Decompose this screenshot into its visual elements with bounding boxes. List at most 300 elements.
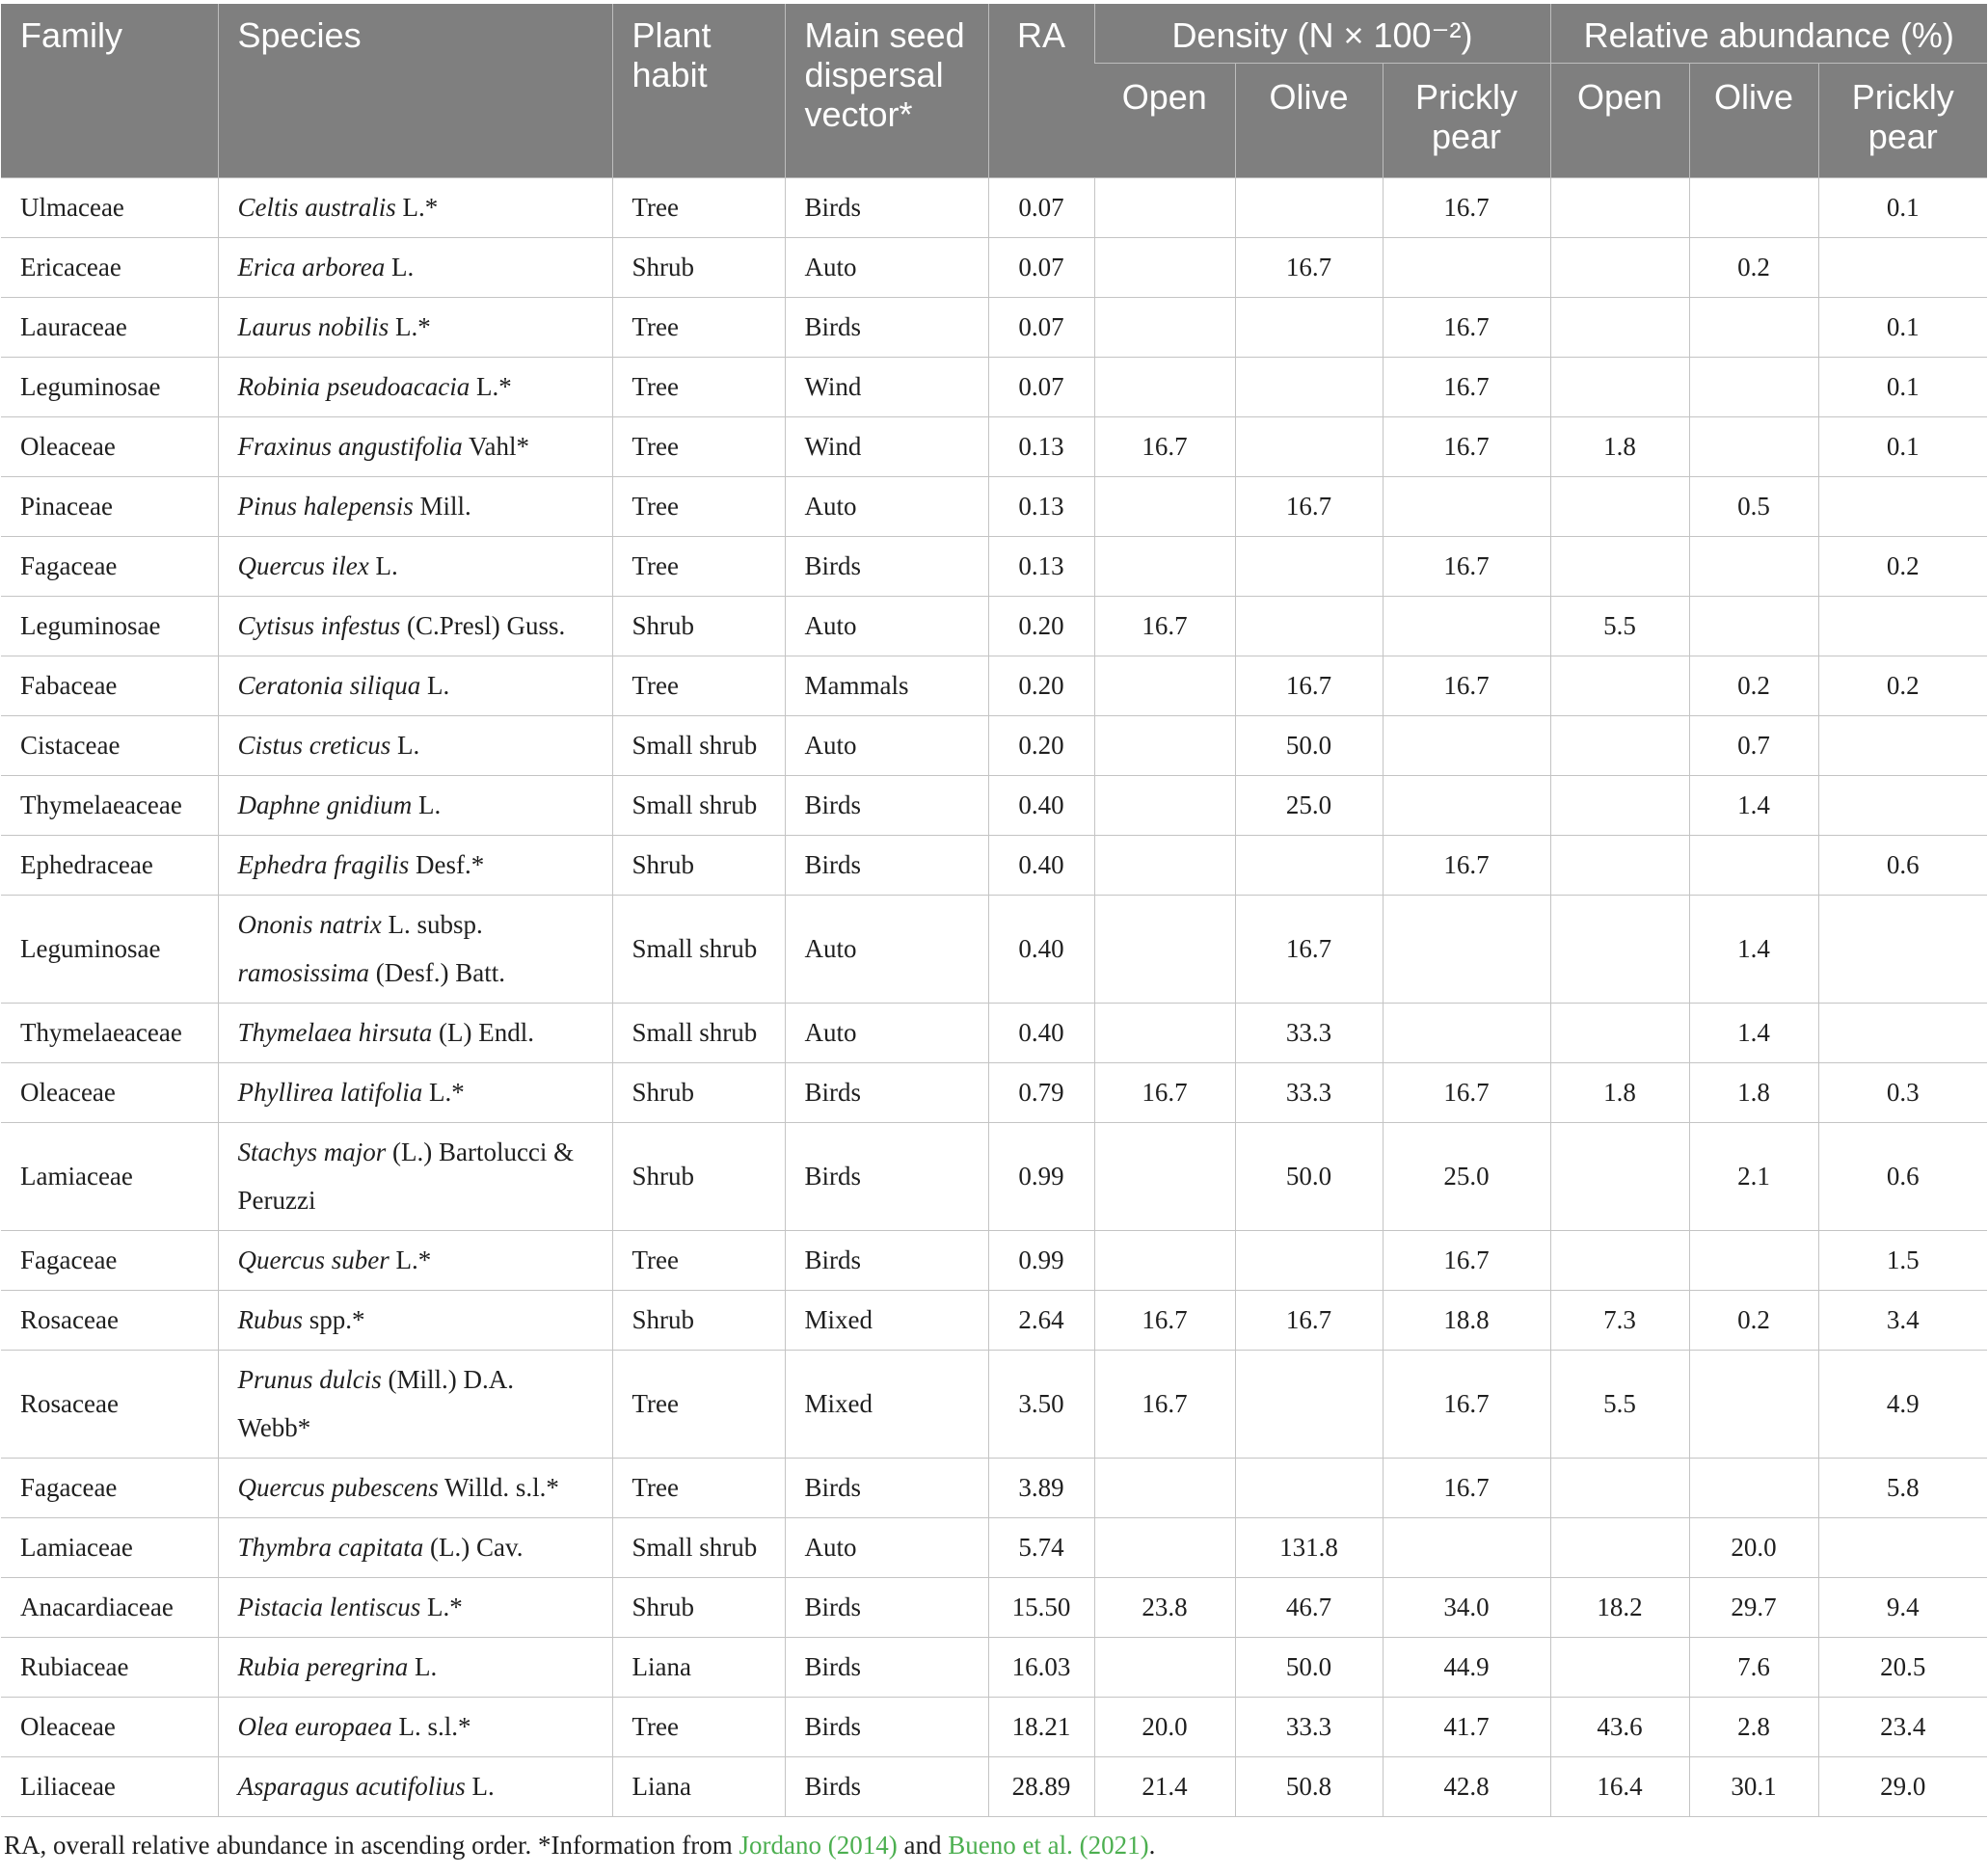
cell-abundance-open — [1550, 1459, 1689, 1518]
species-name: Fraxinus angustifolia — [237, 432, 463, 461]
species-name: Quercus suber — [237, 1245, 390, 1274]
cell-density-olive: 33.3 — [1235, 1063, 1383, 1123]
table-row — [1, 1518, 1987, 1578]
species-authority: L.* — [422, 1078, 465, 1107]
header-abundance-prickly-pear: Prickly pear — [1818, 64, 1987, 178]
table-row — [1, 776, 1987, 836]
cell-dispersal-vector: Birds — [785, 836, 988, 896]
reference-link-jordano[interactable]: Jordano (2014) — [739, 1831, 898, 1860]
cell-family: Rosaceae — [1, 1351, 218, 1459]
cell-abundance-open: 7.3 — [1550, 1291, 1689, 1351]
cell-density-open: 21.4 — [1094, 1757, 1235, 1817]
cell-density-olive: 50.0 — [1235, 716, 1383, 776]
cell-density-prickly-pear: 16.7 — [1383, 1351, 1550, 1459]
species-name: Laurus nobilis — [237, 312, 390, 341]
cell-density-open — [1094, 1231, 1235, 1291]
cell-dispersal-vector: Birds — [785, 1698, 988, 1757]
cell-abundance-open — [1550, 896, 1689, 1004]
cell-density-olive: 16.7 — [1235, 477, 1383, 537]
cell-density-open — [1094, 238, 1235, 298]
cell-abundance-open: 5.5 — [1550, 597, 1689, 656]
cell-density-prickly-pear — [1383, 477, 1550, 537]
cell-plant-habit: Tree — [612, 417, 785, 477]
cell-dispersal-vector: Auto — [785, 716, 988, 776]
cell-species — [218, 298, 612, 358]
cell-density-prickly-pear — [1383, 776, 1550, 836]
cell-density-prickly-pear — [1383, 716, 1550, 776]
cell-abundance-prickly-pear — [1818, 1004, 1987, 1063]
cell-density-prickly-pear — [1383, 597, 1550, 656]
table-row — [1, 1578, 1987, 1638]
cell-ra: 0.40 — [988, 836, 1094, 896]
species-name: Ceratonia siliqua — [237, 671, 421, 700]
table-row — [1, 836, 1987, 896]
cell-abundance-prickly-pear: 9.4 — [1818, 1578, 1987, 1638]
cell-abundance-olive: 1.8 — [1689, 1063, 1818, 1123]
cell-dispersal-vector: Auto — [785, 238, 988, 298]
cell-density-open — [1094, 1518, 1235, 1578]
cell-density-olive: 33.3 — [1235, 1004, 1383, 1063]
cell-ra: 18.21 — [988, 1698, 1094, 1757]
cell-ra: 0.40 — [988, 896, 1094, 1004]
cell-plant-habit: Small shrub — [612, 896, 785, 1004]
cell-abundance-prickly-pear: 0.6 — [1818, 836, 1987, 896]
footnote-text-end: . — [1148, 1831, 1156, 1860]
cell-plant-habit: Tree — [612, 298, 785, 358]
cell-species — [218, 1004, 612, 1063]
cell-abundance-open — [1550, 836, 1689, 896]
cell-species — [218, 1638, 612, 1698]
species-name: Ephedra fragilis — [237, 850, 410, 879]
cell-abundance-olive: 0.2 — [1689, 1291, 1818, 1351]
cell-plant-habit: Small shrub — [612, 1004, 785, 1063]
cell-family: Leguminosae — [1, 597, 218, 656]
table-row — [1, 298, 1987, 358]
species-name: Pinus halepensis — [237, 492, 414, 521]
cell-abundance-prickly-pear: 0.1 — [1818, 178, 1987, 238]
cell-species — [218, 417, 612, 477]
species-name: Olea europaea — [237, 1712, 392, 1741]
species-name: Quercus ilex — [237, 551, 369, 580]
header-dispersal-vector: Main seed dispersal vector* — [785, 4, 988, 178]
cell-abundance-olive: 2.8 — [1689, 1698, 1818, 1757]
cell-density-open — [1094, 1459, 1235, 1518]
species-authority: L.* — [389, 1245, 432, 1274]
reference-link-bueno[interactable]: Bueno et al. (2021) — [948, 1831, 1149, 1860]
cell-species — [218, 716, 612, 776]
table-header — [1, 4, 1987, 178]
species-authority: spp.* — [303, 1305, 365, 1334]
species-name: Thymelaea hirsuta — [237, 1018, 433, 1047]
cell-density-open — [1094, 716, 1235, 776]
species-authority: Willd. s.l.* — [438, 1473, 559, 1502]
cell-ra: 0.20 — [988, 716, 1094, 776]
header-density-olive: Olive — [1235, 64, 1383, 178]
species-name: Cistus creticus — [237, 731, 391, 760]
cell-abundance-prickly-pear — [1818, 776, 1987, 836]
cell-density-prickly-pear: 41.7 — [1383, 1698, 1550, 1757]
cell-dispersal-vector: Birds — [785, 298, 988, 358]
cell-species — [218, 1459, 612, 1518]
cell-density-olive — [1235, 417, 1383, 477]
footnote-text: RA, overall relative abundance in ascending order. *Information from — [4, 1831, 739, 1860]
table-row — [1, 1757, 1987, 1817]
species-name: Erica arborea — [237, 253, 386, 281]
cell-dispersal-vector: Birds — [785, 1231, 988, 1291]
cell-abundance-open — [1550, 1231, 1689, 1291]
cell-density-prickly-pear: 16.7 — [1383, 358, 1550, 417]
cell-dispersal-vector: Birds — [785, 1578, 988, 1638]
species-authority: (L.) Cav. — [423, 1533, 524, 1562]
cell-density-prickly-pear — [1383, 1518, 1550, 1578]
cell-plant-habit: Liana — [612, 1638, 785, 1698]
cell-density-open — [1094, 178, 1235, 238]
cell-density-open: 16.7 — [1094, 1351, 1235, 1459]
cell-abundance-open — [1550, 178, 1689, 238]
cell-dispersal-vector: Birds — [785, 1459, 988, 1518]
cell-abundance-prickly-pear: 5.8 — [1818, 1459, 1987, 1518]
species-authority: (Mill.) D.A. — [381, 1365, 515, 1394]
header-ra: RA — [988, 4, 1094, 178]
cell-abundance-olive — [1689, 358, 1818, 417]
cell-abundance-open: 16.4 — [1550, 1757, 1689, 1817]
cell-abundance-olive: 7.6 — [1689, 1638, 1818, 1698]
cell-ra: 5.74 — [988, 1518, 1094, 1578]
cell-density-prickly-pear — [1383, 238, 1550, 298]
cell-ra: 0.07 — [988, 238, 1094, 298]
cell-ra: 0.13 — [988, 537, 1094, 597]
cell-family: Leguminosae — [1, 358, 218, 417]
cell-density-olive: 46.7 — [1235, 1578, 1383, 1638]
cell-abundance-prickly-pear — [1818, 597, 1987, 656]
cell-family: Fagaceae — [1, 537, 218, 597]
cell-species — [218, 597, 612, 656]
cell-abundance-olive — [1689, 537, 1818, 597]
species-name: Asparagus acutifolius — [237, 1772, 466, 1801]
cell-density-open: 23.8 — [1094, 1578, 1235, 1638]
cell-density-open — [1094, 477, 1235, 537]
species-name: ramosissima — [237, 958, 370, 987]
species-authority: L.* — [395, 193, 439, 222]
cell-ra: 0.07 — [988, 358, 1094, 417]
cell-density-open — [1094, 656, 1235, 716]
cell-density-olive — [1235, 358, 1383, 417]
cell-family: Rosaceae — [1, 1291, 218, 1351]
cell-abundance-olive — [1689, 836, 1818, 896]
cell-density-open — [1094, 1638, 1235, 1698]
cell-density-prickly-pear: 16.7 — [1383, 1063, 1550, 1123]
cell-abundance-prickly-pear: 29.0 — [1818, 1757, 1987, 1817]
cell-density-open: 20.0 — [1094, 1698, 1235, 1757]
cell-ra: 0.20 — [988, 597, 1094, 656]
cell-family: Oleaceae — [1, 417, 218, 477]
cell-family: Lamiaceae — [1, 1518, 218, 1578]
cell-density-olive — [1235, 537, 1383, 597]
cell-density-prickly-pear: 16.7 — [1383, 656, 1550, 716]
cell-species — [218, 1578, 612, 1638]
cell-density-prickly-pear: 42.8 — [1383, 1757, 1550, 1817]
cell-abundance-prickly-pear — [1818, 1518, 1987, 1578]
species-authority: L. — [408, 1652, 438, 1681]
cell-species — [218, 1123, 612, 1231]
cell-abundance-olive — [1689, 1459, 1818, 1518]
cell-density-prickly-pear: 16.7 — [1383, 1231, 1550, 1291]
cell-abundance-olive: 20.0 — [1689, 1518, 1818, 1578]
cell-abundance-olive: 1.4 — [1689, 1004, 1818, 1063]
cell-family: Fabaceae — [1, 656, 218, 716]
cell-abundance-prickly-pear: 1.5 — [1818, 1231, 1987, 1291]
cell-density-open — [1094, 298, 1235, 358]
cell-plant-habit: Shrub — [612, 238, 785, 298]
cell-abundance-olive: 1.4 — [1689, 896, 1818, 1004]
table-row — [1, 537, 1987, 597]
cell-density-olive: 16.7 — [1235, 1291, 1383, 1351]
cell-abundance-prickly-pear: 0.6 — [1818, 1123, 1987, 1231]
table-row — [1, 597, 1987, 656]
species-table — [1, 4, 1987, 1817]
cell-abundance-open — [1550, 358, 1689, 417]
cell-abundance-open — [1550, 656, 1689, 716]
cell-abundance-open — [1550, 1123, 1689, 1231]
cell-family: Leguminosae — [1, 896, 218, 1004]
table-footnote — [4, 1828, 1155, 1862]
cell-density-olive — [1235, 597, 1383, 656]
table-row — [1, 1459, 1987, 1518]
cell-species — [218, 537, 612, 597]
cell-density-open — [1094, 836, 1235, 896]
table-row — [1, 1698, 1987, 1757]
table-row — [1, 358, 1987, 417]
cell-abundance-olive — [1689, 597, 1818, 656]
cell-abundance-olive: 0.2 — [1689, 238, 1818, 298]
cell-plant-habit: Shrub — [612, 597, 785, 656]
species-authority: (L.) Bartolucci & — [386, 1138, 575, 1166]
cell-density-olive: 50.8 — [1235, 1757, 1383, 1817]
table-row — [1, 238, 1987, 298]
table-row — [1, 1638, 1987, 1698]
cell-abundance-prickly-pear — [1818, 896, 1987, 1004]
cell-ra: 2.64 — [988, 1291, 1094, 1351]
footnote-text-mid: and — [897, 1831, 949, 1860]
species-authority: L. — [368, 551, 398, 580]
species-authority: Mill. — [413, 492, 471, 521]
cell-plant-habit: Small shrub — [612, 716, 785, 776]
cell-species — [218, 776, 612, 836]
cell-family: Oleaceae — [1, 1698, 218, 1757]
cell-ra: 0.13 — [988, 477, 1094, 537]
cell-density-prickly-pear: 44.9 — [1383, 1638, 1550, 1698]
cell-density-olive — [1235, 178, 1383, 238]
header-species: Species — [218, 4, 612, 178]
table-row — [1, 656, 1987, 716]
cell-density-olive: 16.7 — [1235, 656, 1383, 716]
cell-density-open — [1094, 1004, 1235, 1063]
cell-ra: 0.07 — [988, 178, 1094, 238]
cell-abundance-prickly-pear: 23.4 — [1818, 1698, 1987, 1757]
cell-density-prickly-pear: 18.8 — [1383, 1291, 1550, 1351]
cell-abundance-olive — [1689, 178, 1818, 238]
cell-density-prickly-pear: 25.0 — [1383, 1123, 1550, 1231]
cell-ra: 16.03 — [988, 1638, 1094, 1698]
cell-abundance-olive: 1.4 — [1689, 776, 1818, 836]
cell-ra: 0.79 — [988, 1063, 1094, 1123]
cell-density-olive — [1235, 1459, 1383, 1518]
cell-density-prickly-pear: 16.7 — [1383, 1459, 1550, 1518]
cell-density-prickly-pear: 16.7 — [1383, 537, 1550, 597]
cell-dispersal-vector: Auto — [785, 1518, 988, 1578]
cell-family: Thymelaeaceae — [1, 776, 218, 836]
species-authority: L. — [420, 671, 450, 700]
cell-species — [218, 1518, 612, 1578]
cell-density-olive — [1235, 1231, 1383, 1291]
header-family: Family — [1, 4, 218, 178]
cell-density-open: 16.7 — [1094, 1291, 1235, 1351]
cell-ra: 0.40 — [988, 1004, 1094, 1063]
cell-abundance-prickly-pear — [1818, 477, 1987, 537]
cell-abundance-open: 5.5 — [1550, 1351, 1689, 1459]
cell-density-olive: 50.0 — [1235, 1123, 1383, 1231]
cell-abundance-prickly-pear — [1818, 238, 1987, 298]
cell-abundance-open: 18.2 — [1550, 1578, 1689, 1638]
cell-abundance-olive — [1689, 298, 1818, 358]
cell-density-olive: 131.8 — [1235, 1518, 1383, 1578]
cell-family: Liliaceae — [1, 1757, 218, 1817]
cell-abundance-prickly-pear: 0.1 — [1818, 358, 1987, 417]
cell-species — [218, 477, 612, 537]
species-authority: L. — [412, 790, 442, 819]
cell-species — [218, 238, 612, 298]
cell-abundance-prickly-pear: 4.9 — [1818, 1351, 1987, 1459]
cell-family: Lamiaceae — [1, 1123, 218, 1231]
cell-dispersal-vector: Auto — [785, 477, 988, 537]
cell-density-olive — [1235, 1351, 1383, 1459]
cell-density-prickly-pear — [1383, 1004, 1550, 1063]
cell-family: Ephedraceae — [1, 836, 218, 896]
cell-ra: 0.99 — [988, 1231, 1094, 1291]
cell-species — [218, 1698, 612, 1757]
cell-density-olive — [1235, 836, 1383, 896]
cell-dispersal-vector: Auto — [785, 1004, 988, 1063]
header-abundance-olive: Olive — [1689, 64, 1818, 178]
species-name: Stachys major — [237, 1138, 387, 1166]
cell-plant-habit: Tree — [612, 537, 785, 597]
cell-dispersal-vector: Auto — [785, 597, 988, 656]
table-row — [1, 716, 1987, 776]
cell-plant-habit: Small shrub — [612, 1518, 785, 1578]
cell-abundance-open — [1550, 537, 1689, 597]
cell-abundance-olive: 0.5 — [1689, 477, 1818, 537]
header-density-open: Open — [1094, 64, 1235, 178]
cell-abundance-open — [1550, 238, 1689, 298]
cell-dispersal-vector: Birds — [785, 776, 988, 836]
cell-abundance-open: 43.6 — [1550, 1698, 1689, 1757]
species-authority: Vahl* — [462, 432, 530, 461]
species-name: Cytisus infestus — [237, 611, 401, 640]
species-authority: L.* — [470, 372, 512, 401]
cell-species — [218, 836, 612, 896]
species-authority: (Desf.) Batt. — [369, 958, 505, 987]
cell-plant-habit: Shrub — [612, 836, 785, 896]
cell-density-open — [1094, 358, 1235, 417]
cell-dispersal-vector: Birds — [785, 1757, 988, 1817]
cell-family: Lauraceae — [1, 298, 218, 358]
cell-density-prickly-pear: 16.7 — [1383, 417, 1550, 477]
cell-family: Pinaceae — [1, 477, 218, 537]
cell-dispersal-vector: Wind — [785, 417, 988, 477]
species-authority: Webb* — [237, 1413, 311, 1442]
table-body — [1, 178, 1987, 1817]
cell-species — [218, 178, 612, 238]
cell-plant-habit: Tree — [612, 1231, 785, 1291]
cell-density-open — [1094, 776, 1235, 836]
species-authority: Peruzzi — [237, 1186, 316, 1215]
cell-family: Rubiaceae — [1, 1638, 218, 1698]
cell-dispersal-vector: Birds — [785, 1638, 988, 1698]
cell-abundance-olive — [1689, 417, 1818, 477]
cell-abundance-olive: 30.1 — [1689, 1757, 1818, 1817]
cell-plant-habit: Tree — [612, 656, 785, 716]
species-authority: L. s.l.* — [391, 1712, 471, 1741]
cell-dispersal-vector: Birds — [785, 1063, 988, 1123]
cell-dispersal-vector: Birds — [785, 178, 988, 238]
species-name: Daphne gnidium — [237, 790, 413, 819]
table-row — [1, 896, 1987, 1004]
species-authority: L. subsp. — [381, 910, 483, 939]
cell-ra: 0.07 — [988, 298, 1094, 358]
cell-dispersal-vector: Mixed — [785, 1291, 988, 1351]
cell-abundance-prickly-pear: 0.3 — [1818, 1063, 1987, 1123]
species-authority: (L) Endl. — [432, 1018, 534, 1047]
cell-abundance-olive — [1689, 1351, 1818, 1459]
cell-density-open — [1094, 1123, 1235, 1231]
cell-density-olive: 33.3 — [1235, 1698, 1383, 1757]
cell-plant-habit: Small shrub — [612, 776, 785, 836]
cell-species — [218, 656, 612, 716]
table-row — [1, 477, 1987, 537]
cell-density-olive — [1235, 298, 1383, 358]
cell-plant-habit: Tree — [612, 1351, 785, 1459]
cell-plant-habit: Shrub — [612, 1063, 785, 1123]
cell-species — [218, 1351, 612, 1459]
header-plant-habit: Plant habit — [612, 4, 785, 178]
table-row — [1, 417, 1987, 477]
cell-ra: 28.89 — [988, 1757, 1094, 1817]
cell-dispersal-vector: Birds — [785, 1123, 988, 1231]
cell-plant-habit: Shrub — [612, 1291, 785, 1351]
species-authority: L.* — [389, 312, 431, 341]
cell-abundance-olive: 0.7 — [1689, 716, 1818, 776]
cell-dispersal-vector: Wind — [785, 358, 988, 417]
header-relative-abundance-group: Relative abundance (%) — [1550, 4, 1987, 64]
cell-abundance-open — [1550, 298, 1689, 358]
cell-density-prickly-pear — [1383, 896, 1550, 1004]
cell-plant-habit: Tree — [612, 1459, 785, 1518]
cell-abundance-open — [1550, 1518, 1689, 1578]
cell-ra: 0.40 — [988, 776, 1094, 836]
species-authority: (C.Presl) Guss. — [400, 611, 566, 640]
cell-family: Anacardiaceae — [1, 1578, 218, 1638]
species-authority: L. — [465, 1772, 495, 1801]
species-name: Thymbra capitata — [237, 1533, 424, 1562]
cell-plant-habit: Tree — [612, 178, 785, 238]
cell-species — [218, 1063, 612, 1123]
species-name: Pistacia lentiscus — [237, 1593, 421, 1621]
cell-plant-habit: Tree — [612, 1698, 785, 1757]
cell-plant-habit: Shrub — [612, 1123, 785, 1231]
cell-species — [218, 1757, 612, 1817]
cell-density-open: 16.7 — [1094, 597, 1235, 656]
cell-abundance-open — [1550, 477, 1689, 537]
